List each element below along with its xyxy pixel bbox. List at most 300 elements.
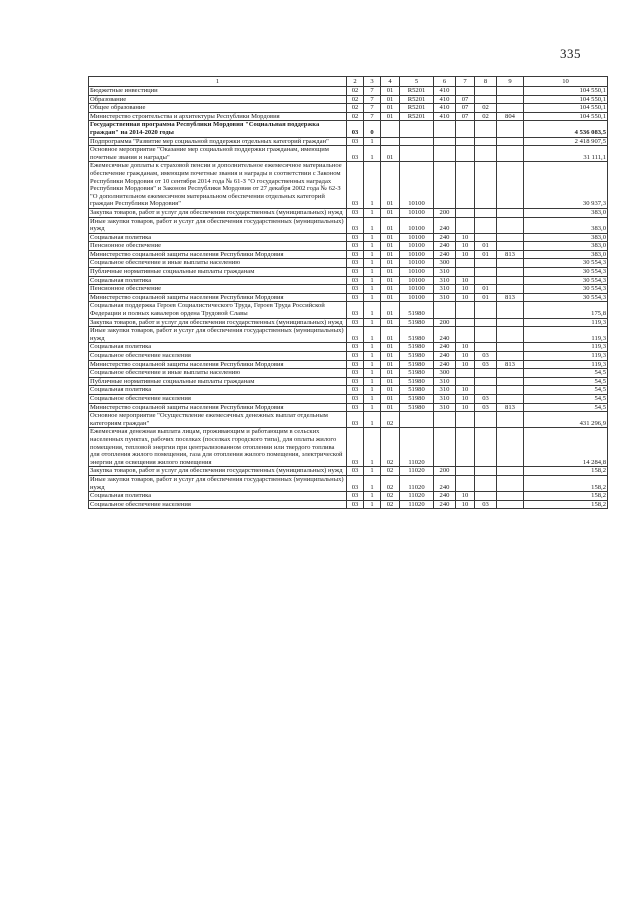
event-code-cell: 01 <box>381 259 400 268</box>
ministry-code-cell: 813 <box>497 293 524 302</box>
division-cell <box>456 268 475 277</box>
expense-type-cell: 240 <box>434 327 456 343</box>
division-cell: 10 <box>456 293 475 302</box>
subdivision-cell <box>475 318 497 327</box>
division-cell: 10 <box>456 343 475 352</box>
table-body <box>89 87 608 509</box>
event-code-cell: 01 <box>381 327 400 343</box>
row-name-cell: Социальная политика <box>89 386 347 395</box>
division-cell <box>456 217 475 233</box>
ministry-code-cell <box>497 233 524 242</box>
subprogram-code-cell: 7 <box>364 95 381 104</box>
amount-cell: 383,0 <box>524 233 608 242</box>
section-code-cell: 03 <box>347 318 364 327</box>
target-code-cell: 10100 <box>400 162 434 209</box>
table-row <box>89 259 608 268</box>
division-cell: 10 <box>456 242 475 251</box>
event-code-cell: 02 <box>381 500 400 509</box>
table-row <box>89 403 608 412</box>
amount-cell: 54,5 <box>524 377 608 386</box>
event-code-cell: 01 <box>381 217 400 233</box>
column-header: 1 <box>89 77 347 87</box>
subdivision-cell <box>475 217 497 233</box>
column-header: 8 <box>475 77 497 87</box>
target-code-cell: 51980 <box>400 403 434 412</box>
table-row <box>89 475 608 491</box>
table-row <box>89 428 608 467</box>
division-cell <box>456 137 475 146</box>
row-name-cell: Бюджетные инвестиции <box>89 87 347 96</box>
row-name-cell: Министерство социальной защиты населения Республики Мордовия <box>89 403 347 412</box>
subdivision-cell <box>475 302 497 318</box>
column-header: 7 <box>456 77 475 87</box>
row-name-cell: Социальное обеспечение и иные выплаты населению <box>89 369 347 378</box>
row-name-cell: Образование <box>89 95 347 104</box>
subprogram-code-cell: 1 <box>364 428 381 467</box>
event-code-cell: 01 <box>381 377 400 386</box>
expense-type-cell: 310 <box>434 386 456 395</box>
ministry-code-cell <box>497 259 524 268</box>
expense-type-cell: 240 <box>434 500 456 509</box>
division-cell: 10 <box>456 285 475 294</box>
row-name-cell: Министерство социальной защиты населения Республики Мордовия <box>89 250 347 259</box>
division-cell: 10 <box>456 250 475 259</box>
target-code-cell: 10100 <box>400 217 434 233</box>
ministry-code-cell <box>497 467 524 476</box>
ministry-code-cell <box>497 500 524 509</box>
target-code-cell: 10100 <box>400 208 434 217</box>
subdivision-cell: 01 <box>475 250 497 259</box>
subprogram-code-cell: 1 <box>364 394 381 403</box>
ministry-code-cell <box>497 104 524 113</box>
subdivision-cell: 02 <box>475 104 497 113</box>
expense-type-cell: 310 <box>434 293 456 302</box>
table-row <box>89 112 608 121</box>
event-code-cell: 02 <box>381 412 400 428</box>
subprogram-code-cell: 1 <box>364 146 381 162</box>
subprogram-code-cell: 7 <box>364 104 381 113</box>
amount-cell: 175,8 <box>524 302 608 318</box>
expense-type-cell: 410 <box>434 95 456 104</box>
amount-cell: 119,3 <box>524 343 608 352</box>
table-row <box>89 137 608 146</box>
subprogram-code-cell: 1 <box>364 386 381 395</box>
ministry-code-cell <box>497 394 524 403</box>
division-cell: 10 <box>456 403 475 412</box>
amount-cell: 54,5 <box>524 386 608 395</box>
subprogram-code-cell: 1 <box>364 360 381 369</box>
event-code-cell: 02 <box>381 475 400 491</box>
expense-type-cell: 310 <box>434 268 456 277</box>
event-code-cell: 01 <box>381 104 400 113</box>
amount-cell: 30 554,3 <box>524 276 608 285</box>
event-code-cell: 01 <box>381 386 400 395</box>
row-name-cell: Публичные нормативные социальные выплаты гражданам <box>89 268 347 277</box>
subdivision-cell: 03 <box>475 352 497 361</box>
target-code-cell: R5201 <box>400 104 434 113</box>
ministry-code-cell <box>497 343 524 352</box>
target-code-cell: 10100 <box>400 259 434 268</box>
section-code-cell: 03 <box>347 293 364 302</box>
subprogram-code-cell: 1 <box>364 475 381 491</box>
division-cell <box>456 87 475 96</box>
row-name-cell: Социальное обеспечение и иные выплаты населению <box>89 259 347 268</box>
target-code-cell <box>400 412 434 428</box>
amount-cell: 119,3 <box>524 352 608 361</box>
section-code-cell: 03 <box>347 475 364 491</box>
table-row <box>89 87 608 96</box>
row-name-cell: Министерство строительства и архитектуры Республики Мордовия <box>89 112 347 121</box>
expense-type-cell: 240 <box>434 217 456 233</box>
amount-cell: 54,5 <box>524 403 608 412</box>
ministry-code-cell <box>497 412 524 428</box>
target-code-cell: 51980 <box>400 318 434 327</box>
event-code-cell: 01 <box>381 112 400 121</box>
subdivision-cell: 03 <box>475 360 497 369</box>
subdivision-cell: 03 <box>475 500 497 509</box>
table-row <box>89 276 608 285</box>
subdivision-cell: 01 <box>475 293 497 302</box>
division-cell: 10 <box>456 492 475 501</box>
table-row <box>89 394 608 403</box>
subprogram-code-cell: 7 <box>364 112 381 121</box>
subprogram-code-cell: 1 <box>364 492 381 501</box>
event-code-cell: 01 <box>381 233 400 242</box>
ministry-code-cell: 804 <box>497 112 524 121</box>
amount-cell: 158,2 <box>524 467 608 476</box>
amount-cell: 119,3 <box>524 360 608 369</box>
subprogram-code-cell: 0 <box>364 121 381 137</box>
expense-type-cell: 240 <box>434 242 456 251</box>
subdivision-cell: 02 <box>475 112 497 121</box>
row-name-cell: Общее образование <box>89 104 347 113</box>
ministry-code-cell <box>497 475 524 491</box>
target-code-cell: 51980 <box>400 327 434 343</box>
ministry-code-cell <box>497 242 524 251</box>
table-row <box>89 352 608 361</box>
subdivision-cell <box>475 492 497 501</box>
target-code-cell: 51980 <box>400 377 434 386</box>
expense-type-cell: 310 <box>434 403 456 412</box>
event-code-cell: 01 <box>381 162 400 209</box>
table-row <box>89 412 608 428</box>
subprogram-code-cell: 1 <box>364 293 381 302</box>
ministry-code-cell <box>497 87 524 96</box>
row-name-cell: Иные закупки товаров, работ и услуг для обеспечения государственных (муниципальных) нужд <box>89 327 347 343</box>
table-row <box>89 467 608 476</box>
division-cell <box>456 428 475 467</box>
division-cell <box>456 412 475 428</box>
event-code-cell: 01 <box>381 343 400 352</box>
subdivision-cell <box>475 162 497 209</box>
division-cell <box>456 327 475 343</box>
amount-cell: 104 550,1 <box>524 104 608 113</box>
table-row <box>89 162 608 209</box>
row-name-cell: Ежемесячная денежная выплата лицам, проживающим и работающим в сельских населенных пунктах, рабочих поселках (поселках городского типа), для оплаты жилого помещения, тепловой энергии при централизованном отоплении или твердого топлива для отопления жилого помещения, газа для отопления жилого помещения, электрической энергии для освещения жилого помещения <box>89 428 347 467</box>
row-name-cell: Публичные нормативные социальные выплаты гражданам <box>89 377 347 386</box>
table-row <box>89 250 608 259</box>
subprogram-code-cell: 1 <box>364 259 381 268</box>
subprogram-code-cell: 1 <box>364 318 381 327</box>
target-code-cell: 10100 <box>400 233 434 242</box>
event-code-cell: 01 <box>381 146 400 162</box>
row-name-cell: Социальная политика <box>89 276 347 285</box>
subdivision-cell <box>475 428 497 467</box>
subdivision-cell <box>475 386 497 395</box>
target-code-cell: 11020 <box>400 492 434 501</box>
ministry-code-cell <box>497 217 524 233</box>
subprogram-code-cell: 1 <box>364 250 381 259</box>
target-code-cell <box>400 137 434 146</box>
division-cell: 07 <box>456 112 475 121</box>
section-code-cell: 03 <box>347 285 364 294</box>
subprogram-code-cell: 1 <box>364 217 381 233</box>
section-code-cell: 02 <box>347 87 364 96</box>
division-cell <box>456 467 475 476</box>
event-code-cell: 01 <box>381 268 400 277</box>
subprogram-code-cell: 1 <box>364 467 381 476</box>
amount-cell: 158,2 <box>524 500 608 509</box>
amount-cell: 2 418 907,5 <box>524 137 608 146</box>
division-cell <box>456 208 475 217</box>
expense-type-cell: 240 <box>434 233 456 242</box>
section-code-cell: 03 <box>347 121 364 137</box>
section-code-cell: 03 <box>347 276 364 285</box>
expense-type-cell: 240 <box>434 475 456 491</box>
expense-type-cell: 410 <box>434 104 456 113</box>
expense-type-cell: 240 <box>434 352 456 361</box>
row-name-cell: Закупка товаров, работ и услуг для обеспечения государственных (муниципальных) нужд <box>89 318 347 327</box>
subprogram-code-cell: 1 <box>364 369 381 378</box>
ministry-code-cell <box>497 121 524 137</box>
subprogram-code-cell: 1 <box>364 233 381 242</box>
event-code-cell: 01 <box>381 208 400 217</box>
section-code-cell: 03 <box>347 500 364 509</box>
event-code-cell: 01 <box>381 369 400 378</box>
division-cell <box>456 162 475 209</box>
event-code-cell: 01 <box>381 250 400 259</box>
amount-cell: 30 937,3 <box>524 162 608 209</box>
division-cell <box>456 318 475 327</box>
target-code-cell: 51980 <box>400 302 434 318</box>
ministry-code-cell <box>497 95 524 104</box>
subdivision-cell <box>475 369 497 378</box>
table-row <box>89 500 608 509</box>
division-cell <box>456 121 475 137</box>
row-name-cell: Подпрограмма "Развитие мер социальной поддержки отдельных категорий граждан" <box>89 137 347 146</box>
division-cell: 10 <box>456 233 475 242</box>
division-cell <box>456 369 475 378</box>
table-row <box>89 369 608 378</box>
division-cell: 10 <box>456 276 475 285</box>
ministry-code-cell <box>497 377 524 386</box>
table-row <box>89 360 608 369</box>
amount-cell: 104 550,1 <box>524 112 608 121</box>
row-name-cell: Основное мероприятие "Осуществление ежемесячных денежных выплат отдельным категориям граждан" <box>89 412 347 428</box>
section-code-cell: 03 <box>347 394 364 403</box>
event-code-cell: 02 <box>381 467 400 476</box>
expense-type-cell <box>434 428 456 467</box>
row-name-cell: Пенсионное обеспечение <box>89 285 347 294</box>
target-code-cell: 10100 <box>400 250 434 259</box>
target-code-cell: 51980 <box>400 369 434 378</box>
target-code-cell: R5201 <box>400 112 434 121</box>
row-name-cell: Социальная политика <box>89 343 347 352</box>
row-name-cell: Социальная политика <box>89 492 347 501</box>
amount-cell: 30 554,3 <box>524 259 608 268</box>
target-code-cell: 10100 <box>400 293 434 302</box>
subdivision-cell: 03 <box>475 394 497 403</box>
subdivision-cell <box>475 276 497 285</box>
expense-type-cell: 410 <box>434 87 456 96</box>
event-code-cell: 01 <box>381 95 400 104</box>
amount-cell: 383,0 <box>524 208 608 217</box>
amount-cell: 31 111,1 <box>524 146 608 162</box>
table-row <box>89 302 608 318</box>
section-code-cell: 03 <box>347 268 364 277</box>
target-code-cell: 10100 <box>400 268 434 277</box>
section-code-cell: 03 <box>347 467 364 476</box>
event-code-cell: 01 <box>381 285 400 294</box>
ministry-code-cell <box>497 428 524 467</box>
row-name-cell: Социальное обеспечение населения <box>89 394 347 403</box>
target-code-cell: 11020 <box>400 500 434 509</box>
subdivision-cell <box>475 259 497 268</box>
subdivision-cell <box>475 343 497 352</box>
ministry-code-cell <box>497 162 524 209</box>
event-code-cell: 01 <box>381 87 400 96</box>
division-cell <box>456 146 475 162</box>
table-row <box>89 343 608 352</box>
subprogram-code-cell: 1 <box>364 343 381 352</box>
subprogram-code-cell: 1 <box>364 242 381 251</box>
subdivision-cell <box>475 327 497 343</box>
subprogram-code-cell: 1 <box>364 327 381 343</box>
section-code-cell: 03 <box>347 259 364 268</box>
subprogram-code-cell: 1 <box>364 137 381 146</box>
expense-type-cell: 240 <box>434 250 456 259</box>
amount-cell: 104 550,1 <box>524 95 608 104</box>
expense-type-cell <box>434 162 456 209</box>
event-code-cell: 01 <box>381 352 400 361</box>
table-row <box>89 285 608 294</box>
subprogram-code-cell: 1 <box>364 500 381 509</box>
expense-type-cell: 240 <box>434 343 456 352</box>
column-header: 3 <box>364 77 381 87</box>
row-name-cell: Иные закупки товаров, работ и услуг для обеспечения государственных (муниципальных) нужд <box>89 475 347 491</box>
expense-type-cell: 240 <box>434 360 456 369</box>
target-code-cell: 51980 <box>400 394 434 403</box>
expense-type-cell <box>434 146 456 162</box>
amount-cell: 104 550,1 <box>524 87 608 96</box>
subprogram-code-cell: 1 <box>364 162 381 209</box>
amount-cell: 119,3 <box>524 318 608 327</box>
division-cell: 10 <box>456 386 475 395</box>
expense-type-cell: 200 <box>434 467 456 476</box>
subdivision-cell <box>475 208 497 217</box>
ministry-code-cell <box>497 492 524 501</box>
amount-cell: 54,5 <box>524 369 608 378</box>
division-cell <box>456 259 475 268</box>
event-code-cell: 01 <box>381 403 400 412</box>
amount-cell: 383,0 <box>524 250 608 259</box>
event-code-cell: 02 <box>381 428 400 467</box>
section-code-cell: 03 <box>347 352 364 361</box>
row-name-cell: Пенсионное обеспечение <box>89 242 347 251</box>
table-row <box>89 386 608 395</box>
subprogram-code-cell: 1 <box>364 403 381 412</box>
section-code-cell: 03 <box>347 360 364 369</box>
event-code-cell: 01 <box>381 242 400 251</box>
section-code-cell: 03 <box>347 217 364 233</box>
event-code-cell: 01 <box>381 394 400 403</box>
expense-type-cell: 240 <box>434 492 456 501</box>
target-code-cell: 11020 <box>400 475 434 491</box>
ministry-code-cell: 813 <box>497 250 524 259</box>
subprogram-code-cell: 1 <box>364 412 381 428</box>
table-header-row <box>89 77 608 87</box>
division-cell: 10 <box>456 394 475 403</box>
ministry-code-cell <box>497 137 524 146</box>
table-row <box>89 217 608 233</box>
target-code-cell: 11020 <box>400 428 434 467</box>
expense-type-cell <box>434 137 456 146</box>
row-name-cell: Основное мероприятие "Оказание мер социальной поддержки гражданам, имеющим почетные звания и награды" <box>89 146 347 162</box>
amount-cell: 54,5 <box>524 394 608 403</box>
row-name-cell: Государственная программа Республики Мордовия "Социальная поддержка граждан" на 2014-2020 годы <box>89 121 347 137</box>
subdivision-cell: 01 <box>475 242 497 251</box>
event-code-cell: 01 <box>381 276 400 285</box>
ministry-code-cell: 813 <box>497 360 524 369</box>
ministry-code-cell <box>497 276 524 285</box>
table-row <box>89 242 608 251</box>
ministry-code-cell <box>497 302 524 318</box>
section-code-cell: 02 <box>347 112 364 121</box>
target-code-cell: 51980 <box>400 352 434 361</box>
amount-cell: 158,2 <box>524 475 608 491</box>
ministry-code-cell <box>497 208 524 217</box>
ministry-code-cell <box>497 327 524 343</box>
ministry-code-cell <box>497 285 524 294</box>
expense-type-cell <box>434 412 456 428</box>
section-code-cell: 03 <box>347 208 364 217</box>
subdivision-cell <box>475 467 497 476</box>
section-code-cell: 03 <box>347 233 364 242</box>
division-cell: 10 <box>456 360 475 369</box>
column-header: 2 <box>347 77 364 87</box>
expense-type-cell <box>434 121 456 137</box>
column-header: 10 <box>524 77 608 87</box>
row-name-cell: Закупка товаров, работ и услуг для обеспечения государственных (муниципальных) нужд <box>89 208 347 217</box>
amount-cell: 14 284,8 <box>524 428 608 467</box>
event-code-cell <box>381 137 400 146</box>
subdivision-cell <box>475 475 497 491</box>
ministry-code-cell <box>497 268 524 277</box>
target-code-cell: 51980 <box>400 343 434 352</box>
subdivision-cell <box>475 137 497 146</box>
target-code-cell: R5201 <box>400 87 434 96</box>
event-code-cell <box>381 121 400 137</box>
table-row <box>89 492 608 501</box>
table-row <box>89 95 608 104</box>
subprogram-code-cell: 7 <box>364 87 381 96</box>
subprogram-code-cell: 1 <box>364 285 381 294</box>
expense-type-cell: 310 <box>434 276 456 285</box>
division-cell: 10 <box>456 500 475 509</box>
table-row <box>89 233 608 242</box>
target-code-cell: 10100 <box>400 276 434 285</box>
division-cell <box>456 475 475 491</box>
